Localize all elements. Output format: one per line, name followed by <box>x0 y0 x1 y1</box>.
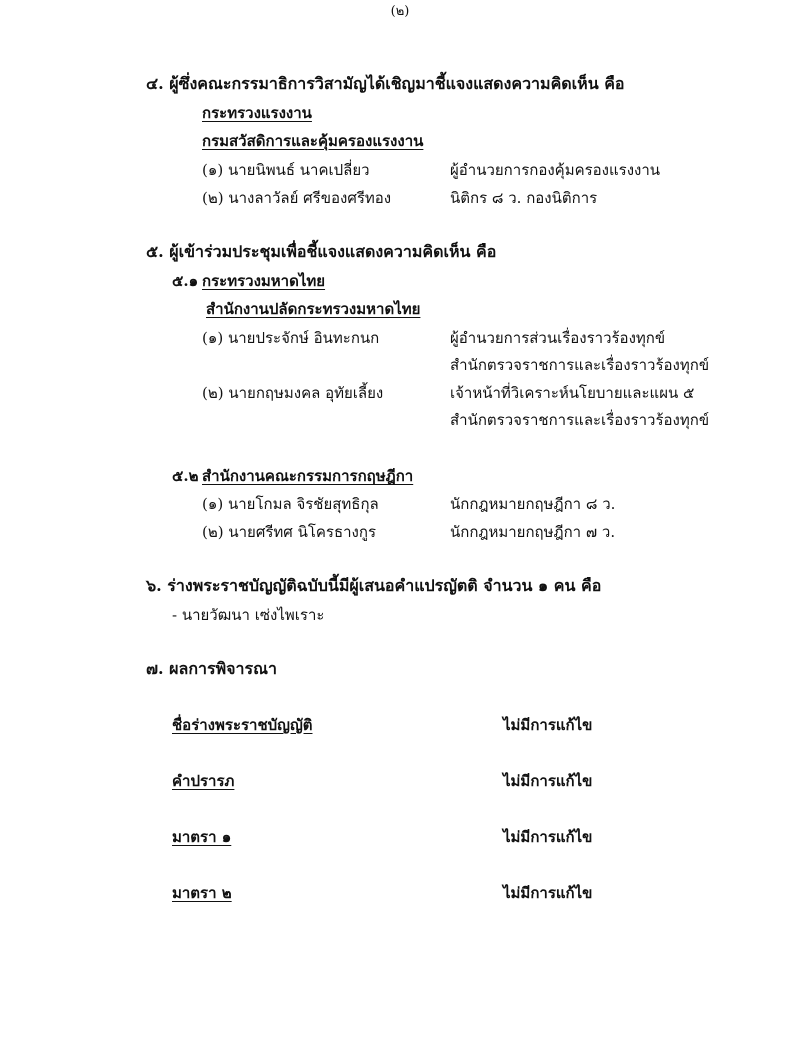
s5-person-1-name: (๑) นายประจักษ์ อินทะกนก <box>202 329 380 347</box>
section-5-heading: ๕. ผู้เข้าร่วมประชุมเพื่อชี้แจงแสดงความคิดเห็น คือ <box>146 242 497 261</box>
s5-person-2-name: (๒) นายกฤษมงคล อุทัยเลี้ยง <box>202 384 384 402</box>
s4-person-2-position: นิติกร ๘ ว. กองนิติการ <box>450 189 598 207</box>
s5-sub2-person-1-position: นักกฎหมายกฤษฎีกา ๘ ว. <box>450 495 616 513</box>
section-4-heading: ๔. ผู้ซึ่งคณะกรรมาธิการวิสามัญได้เชิญมาชี้แจงแสดงความคิดเห็น คือ <box>146 74 625 93</box>
page-number: (๒) <box>390 4 410 19</box>
s5-person-1-position-line2: สำนักตรวจราชการและเรื่องราวร้องทุกข์ <box>450 356 710 374</box>
s6-item: - นายวัฒนา เซ่งไพเราะ <box>172 606 325 624</box>
s5-sub2-person-1-name: (๑) นายโกมล จิรชัยสุทธิกุล <box>202 495 379 513</box>
s7-row-1-result: ไม่มีการแก้ไข <box>503 716 593 734</box>
s4-person-1-position: ผู้อำนวยการกองคุ้มครองแรงงาน <box>450 161 661 179</box>
s7-row-3-result: ไม่มีการแก้ไข <box>503 828 593 846</box>
s5-sub2-person-2-position: นักกฎหมายกฤษฎีกา ๗ ว. <box>450 523 616 541</box>
section-6-heading: ๖. ร่างพระราชบัญญัติฉบับนี้มีผู้เสนอคำแปรญัตติ จำนวน ๑ คน คือ <box>146 576 602 595</box>
s5-sub1-title: กระทรวงมหาดไทย <box>202 272 326 290</box>
s5-sub1-number: ๕.๑ <box>172 272 199 290</box>
s5-person-2-position: เจ้าหน้าที่วิเคราะห์นโยบายและแผน ๕ <box>450 384 695 402</box>
s4-person-2-name: (๒) นางลาวัลย์ ศรีของศรีทอง <box>202 189 392 207</box>
s7-row-2-result: ไม่มีการแก้ไข <box>503 772 593 790</box>
s5-sub1-office: สำนักงานปลัดกระทรวงมหาดไทย <box>206 300 421 318</box>
s4-department: กรมสวัสดิการและคุ้มครองแรงงาน <box>202 132 424 150</box>
s5-person-1-position: ผู้อำนวยการส่วนเรื่องราวร้องทุกข์ <box>450 329 666 347</box>
s5-sub2-number: ๕.๒ <box>172 467 199 485</box>
s4-person-1-name: (๑) นายนิพนธ์ นาคเปลี่ยว <box>202 161 370 179</box>
s7-row-1-label: ชื่อร่างพระราชบัญญัติ <box>172 716 313 734</box>
s5-sub2-person-2-name: (๒) นายศรีทศ นิโครธางกูร <box>202 523 377 541</box>
s7-row-3-label: มาตรา ๑ <box>172 828 232 846</box>
s7-row-4-label: มาตรา ๒ <box>172 884 232 902</box>
section-7-heading: ๗. ผลการพิจารณา <box>146 659 277 678</box>
s5-person-2-position-line2: สำนักตรวจราชการและเรื่องราวร้องทุกข์ <box>450 411 710 429</box>
s7-row-4-result: ไม่มีการแก้ไข <box>503 884 593 902</box>
s7-row-2-label: คำปรารภ <box>172 772 235 790</box>
s4-ministry: กระทรวงแรงงาน <box>202 104 312 122</box>
s5-sub2-title: สำนักงานคณะกรรมการกฤษฎีกา <box>202 467 414 485</box>
